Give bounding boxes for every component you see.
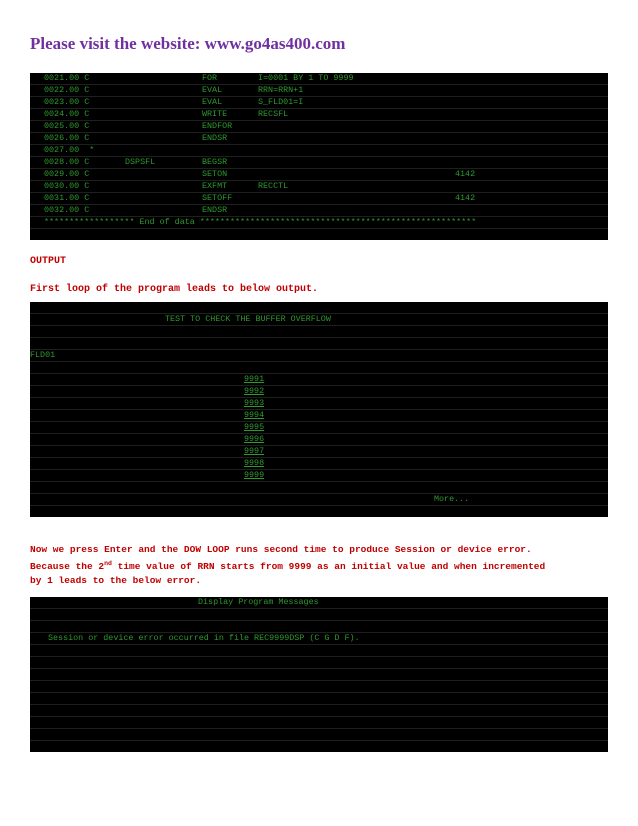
source-listing-screen bbox=[30, 73, 608, 240]
record-value: 9991 bbox=[244, 374, 265, 384]
opcode: EXFMT bbox=[202, 181, 228, 191]
subfile-record bbox=[30, 385, 608, 397]
screen-row bbox=[30, 620, 608, 632]
more-indicator: More... bbox=[434, 494, 470, 504]
screen-row bbox=[30, 325, 608, 337]
factor: RECSFL bbox=[258, 109, 289, 119]
subfile-record bbox=[30, 445, 608, 457]
error-explanation bbox=[30, 543, 610, 588]
source-line bbox=[30, 84, 608, 96]
screen-row bbox=[30, 692, 608, 704]
screen-row bbox=[30, 228, 608, 240]
record-value: 9996 bbox=[244, 434, 265, 444]
opcode: SETON bbox=[202, 169, 228, 179]
record-value: 9993 bbox=[244, 398, 265, 408]
opcode: EVAL bbox=[202, 85, 223, 95]
subfile-record bbox=[30, 469, 608, 481]
source-line bbox=[30, 73, 608, 84]
source-line bbox=[30, 132, 608, 144]
error-explanation-line-1: Now we press Enter and the DOW LOOP runs second time to produce Session or device error. bbox=[30, 544, 532, 555]
sequence-number: 0029.00 C bbox=[44, 169, 90, 179]
screen-row bbox=[30, 608, 608, 620]
page-title: Please visit the website: www.go4as400.com bbox=[30, 34, 346, 53]
output-heading: OUTPUT bbox=[30, 256, 67, 267]
screen-title-row bbox=[30, 313, 608, 325]
source-line bbox=[30, 120, 608, 132]
screen-row bbox=[30, 337, 608, 349]
opcode: EVAL bbox=[202, 97, 223, 107]
error-message-screen bbox=[30, 597, 608, 752]
error-explanation-line-2: Because the 2nd time value of RRN starts from 9999 as an initial value and when incremented bbox=[30, 560, 546, 573]
screen-row bbox=[30, 302, 608, 313]
screen-row bbox=[30, 505, 608, 517]
sequence-number: 0027.00 * bbox=[44, 145, 95, 155]
subfile-output-screen bbox=[30, 302, 608, 517]
screen-row bbox=[30, 716, 608, 728]
screen-row bbox=[30, 361, 608, 373]
source-line bbox=[30, 204, 608, 216]
error-message-row bbox=[30, 632, 608, 644]
subfile-record bbox=[30, 421, 608, 433]
sequence-number: 0023.00 C bbox=[44, 97, 90, 107]
factor: RRN=RRN+1 bbox=[258, 85, 304, 95]
opcode: ENDFOR bbox=[202, 121, 233, 131]
opcode: ENDSR bbox=[202, 205, 228, 215]
opcode: WRITE bbox=[202, 109, 228, 119]
record-value: 9994 bbox=[244, 410, 265, 420]
record-value: 9995 bbox=[244, 422, 265, 432]
factor: S_FLD01=I bbox=[258, 97, 304, 107]
screen-row bbox=[30, 668, 608, 680]
sequence-number: 0031.00 C bbox=[44, 193, 90, 203]
screen-title-row bbox=[30, 597, 608, 608]
subfile-record bbox=[30, 433, 608, 445]
screen-title: Display Program Messages bbox=[198, 597, 319, 607]
sequence-number: 0024.00 C bbox=[44, 109, 90, 119]
screen-row bbox=[30, 704, 608, 716]
sequence-number: 0030.00 C bbox=[44, 181, 90, 191]
source-label: DSPSFL bbox=[125, 157, 156, 167]
screen-row bbox=[30, 680, 608, 692]
record-value: 9997 bbox=[244, 446, 265, 456]
screen-title: TEST TO CHECK THE BUFFER OVERFLOW bbox=[165, 314, 331, 324]
subfile-record bbox=[30, 373, 608, 385]
screen-row bbox=[30, 740, 608, 752]
factor: I=0001 BY 1 TO 9999 bbox=[258, 73, 354, 83]
screen-row bbox=[30, 644, 608, 656]
record-value: 9999 bbox=[244, 470, 265, 480]
more-indicator-row bbox=[30, 493, 608, 505]
source-line bbox=[30, 168, 608, 180]
sequence-number: 0021.00 C bbox=[44, 73, 90, 83]
indicators: 4142 bbox=[455, 169, 476, 179]
record-value: 9992 bbox=[244, 386, 265, 396]
sequence-number: 0028.00 C bbox=[44, 157, 90, 167]
sequence-number: 0022.00 C bbox=[44, 85, 90, 95]
field-label: FLD01 bbox=[30, 350, 56, 360]
source-line bbox=[30, 192, 608, 204]
subfile-record bbox=[30, 397, 608, 409]
error-explanation-line-3: by 1 leads to the below error. bbox=[30, 575, 202, 587]
source-line bbox=[30, 96, 608, 108]
opcode: FOR bbox=[202, 73, 218, 83]
sequence-number: 0032.00 C bbox=[44, 205, 90, 215]
opcode: ENDSR bbox=[202, 133, 228, 143]
error-message: Session or device error occurred in file REC9999DSP (C G D F). bbox=[48, 633, 360, 643]
source-line bbox=[30, 180, 608, 192]
field-label-row bbox=[30, 349, 608, 361]
subfile-record bbox=[30, 409, 608, 421]
record-value: 9998 bbox=[244, 458, 265, 468]
sequence-number: 0025.00 C bbox=[44, 121, 90, 131]
sequence-number: 0026.00 C bbox=[44, 133, 90, 143]
source-line bbox=[30, 156, 608, 168]
screen-row bbox=[30, 728, 608, 740]
subfile-record bbox=[30, 457, 608, 469]
end-of-data-marker: ****************** End of data ******************************************************* bbox=[44, 217, 477, 227]
indicators: 4142 bbox=[455, 193, 476, 203]
opcode: SETOFF bbox=[202, 193, 233, 203]
end-of-data-line bbox=[30, 216, 608, 228]
screen-row bbox=[30, 481, 608, 493]
factor: RECCTL bbox=[258, 181, 289, 191]
source-line bbox=[30, 144, 608, 156]
output-intro-text: First loop of the program leads to below output. bbox=[30, 284, 319, 295]
source-line bbox=[30, 108, 608, 120]
opcode: BEGSR bbox=[202, 157, 228, 167]
screen-row bbox=[30, 656, 608, 668]
